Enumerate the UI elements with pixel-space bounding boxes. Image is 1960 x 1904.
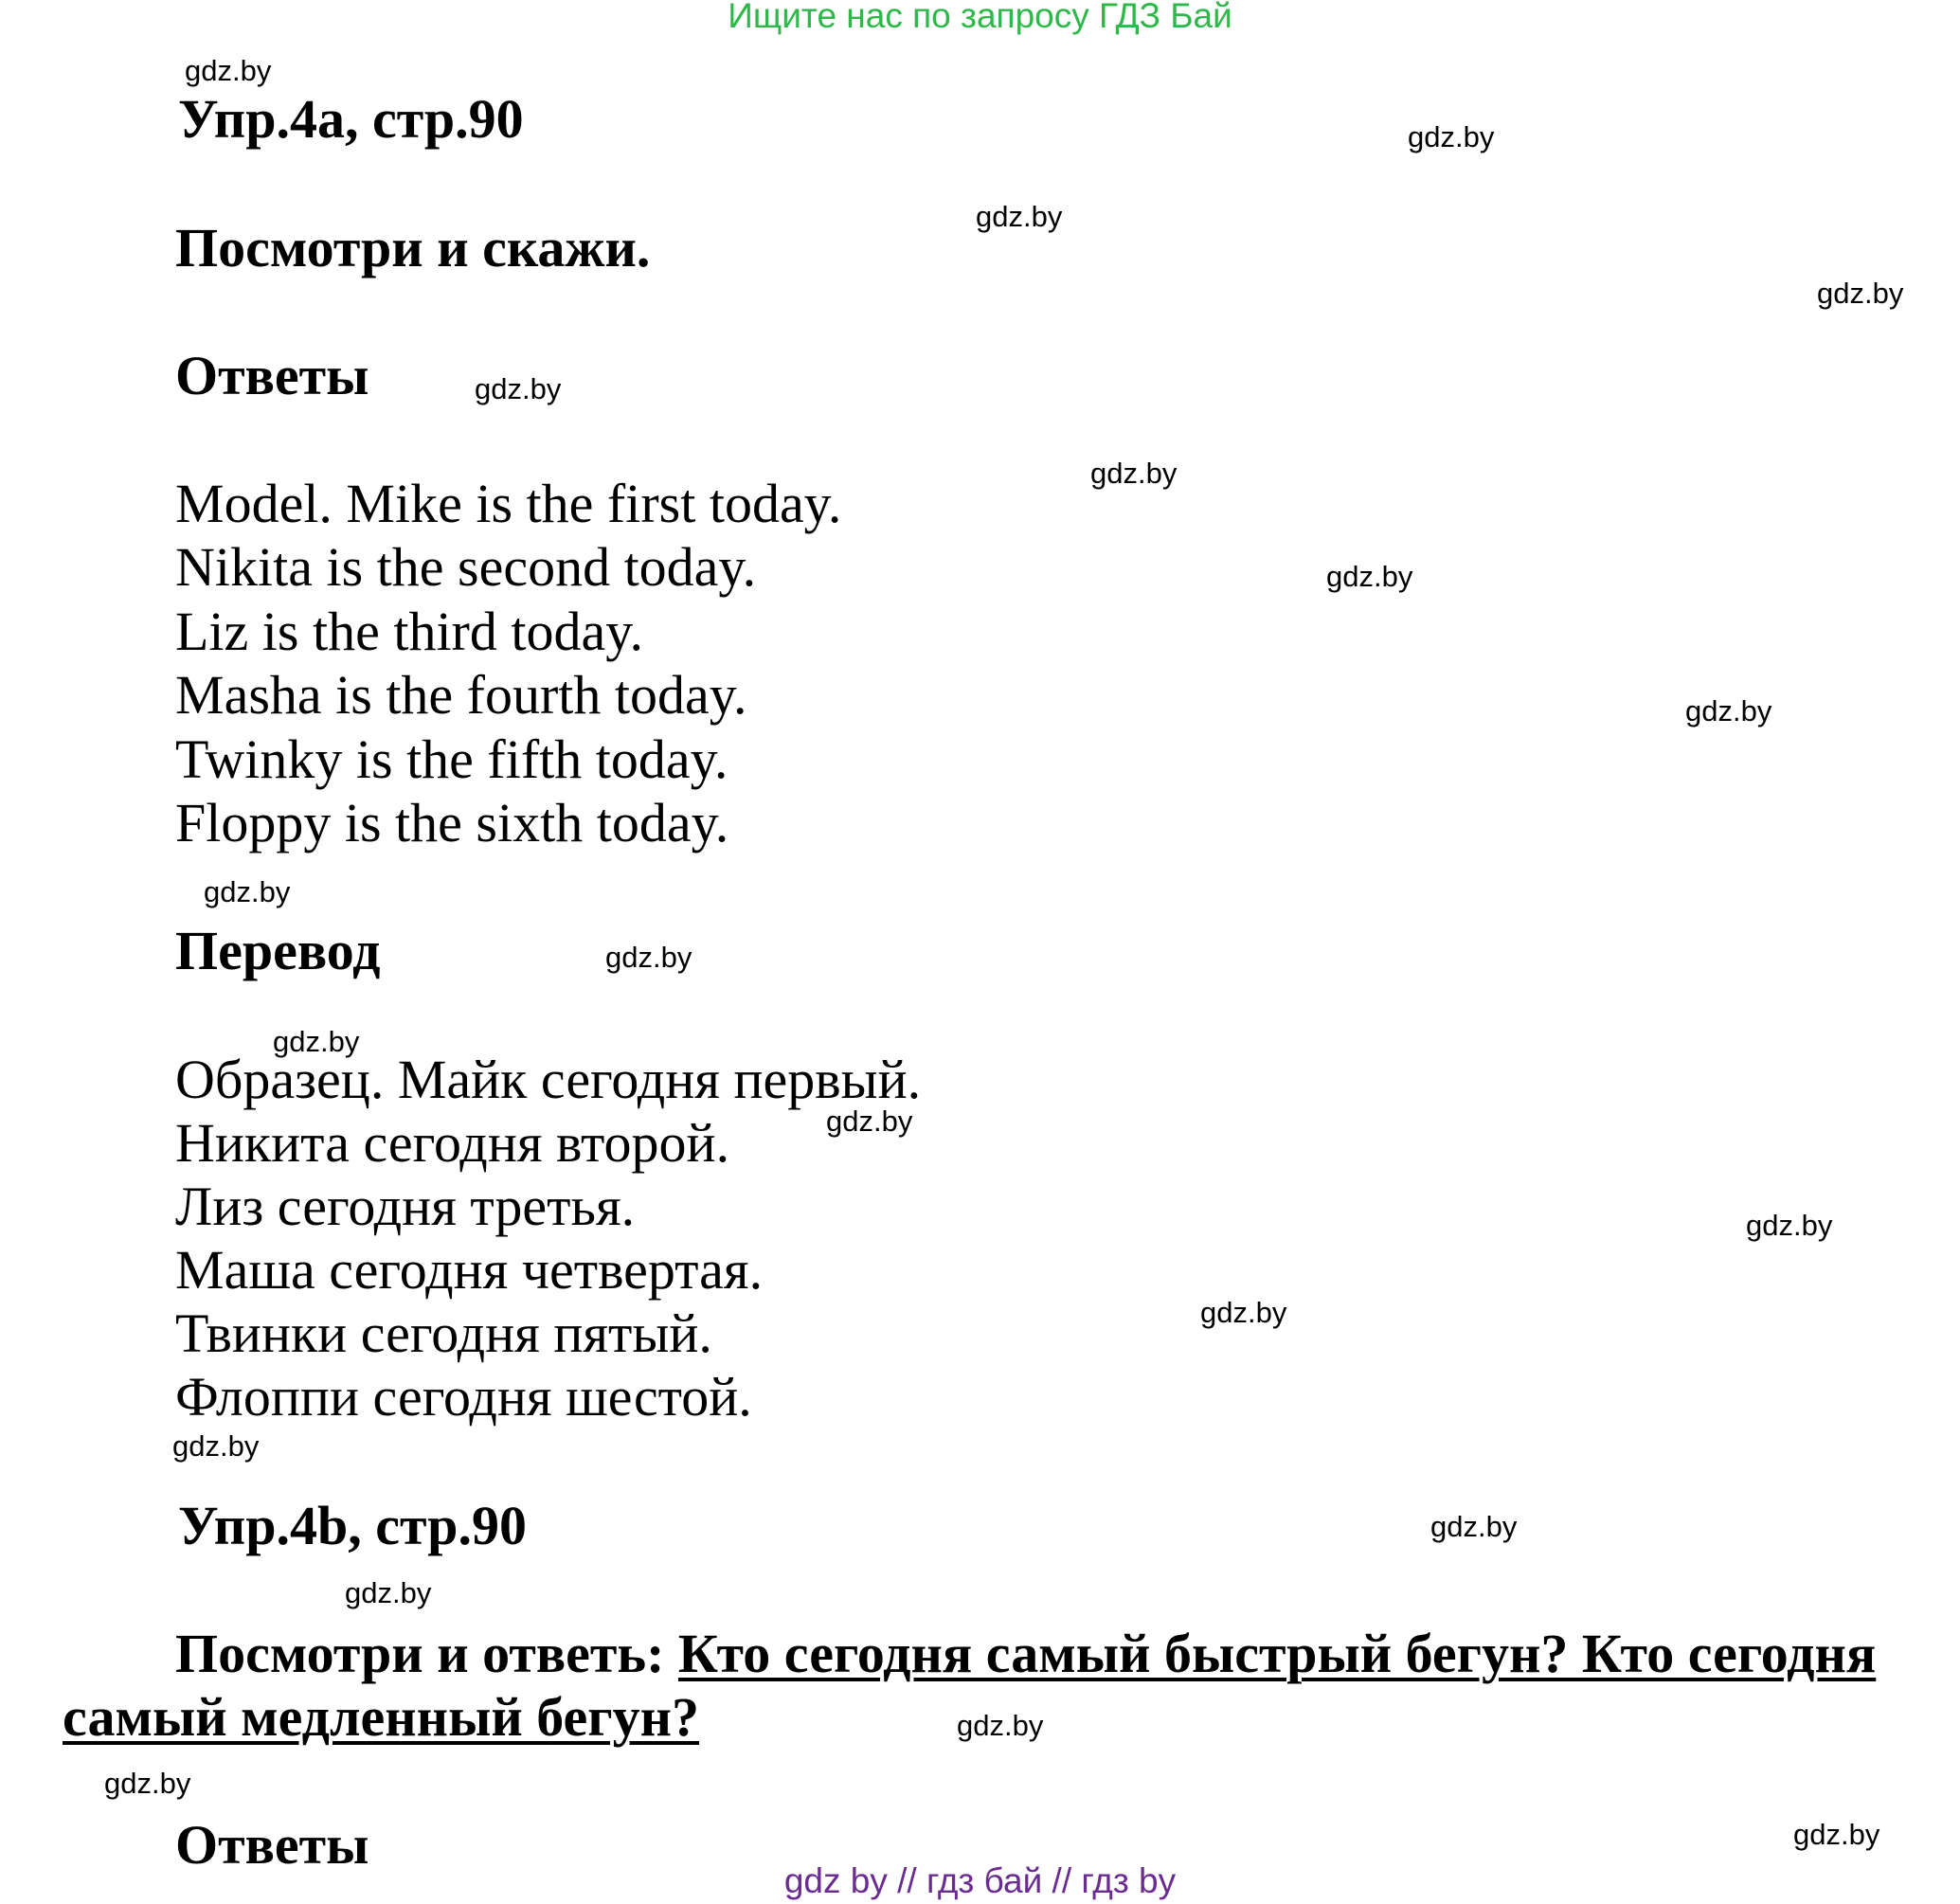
task-text: Посмотри и скажи. bbox=[175, 217, 651, 278]
footer-link-gdz-bai[interactable]: гдз бай bbox=[926, 1861, 1043, 1900]
answers-heading: Ответы bbox=[175, 1814, 369, 1876]
watermark: gdz.by bbox=[345, 1576, 432, 1609]
footer-links bbox=[0, 1861, 1960, 1901]
translation-line: Маша сегодня четвертая. bbox=[175, 1239, 764, 1301]
translation-line: Твинки сегодня пятый. bbox=[175, 1302, 712, 1364]
watermark: gdz.by bbox=[826, 1105, 913, 1138]
watermark: gdz.by bbox=[273, 1025, 360, 1058]
watermark: gdz.by bbox=[1408, 120, 1495, 153]
watermark: gdz.by bbox=[172, 1429, 260, 1463]
translation-line: Никита сегодня второй. bbox=[175, 1112, 730, 1174]
footer-link-gdz-by[interactable]: gdz by bbox=[783, 1861, 888, 1900]
task-question: Кто сегодня самый быстрый бегун? Кто сегодня bbox=[677, 1623, 1877, 1684]
task-text-continued bbox=[63, 1685, 699, 1749]
translation-line: Флоппи сегодня шестой. bbox=[175, 1366, 752, 1428]
watermark: gdz.by bbox=[185, 54, 272, 87]
task-text bbox=[175, 1622, 1876, 1685]
watermark: gdz.by bbox=[1200, 1296, 1287, 1329]
watermark: gdz.by bbox=[1746, 1209, 1833, 1242]
watermark: gdz.by bbox=[104, 1767, 191, 1800]
watermark: gdz.by bbox=[1326, 560, 1413, 593]
watermark: gdz.by bbox=[204, 875, 291, 908]
watermark: gdz.by bbox=[1817, 277, 1904, 310]
answer-line: Twinky is the fifth today. bbox=[175, 728, 728, 790]
translation-line: Лиз сегодня третья. bbox=[175, 1176, 636, 1237]
footer-link-gdz-by-cyr[interactable]: гдз by bbox=[1081, 1861, 1177, 1900]
watermark: gdz.by bbox=[1685, 694, 1772, 727]
answers-heading: Ответы bbox=[175, 345, 369, 406]
watermark: gdz.by bbox=[1090, 457, 1178, 490]
answer-line: Liz is the third today. bbox=[175, 601, 643, 662]
watermark: gdz.by bbox=[475, 372, 562, 405]
watermark: gdz.by bbox=[957, 1709, 1044, 1742]
answer-line: Floppy is the sixth today. bbox=[175, 792, 729, 853]
answer-line: Model. Mike is the first today. bbox=[175, 473, 842, 534]
task-question: самый медленный бегун? bbox=[63, 1686, 700, 1748]
exercise-title: Упр.4b, стр.90 bbox=[178, 1495, 527, 1556]
translation-heading: Перевод bbox=[175, 920, 381, 981]
watermark: gdz.by bbox=[605, 941, 692, 974]
exercise-title: Упр.4а, стр.90 bbox=[178, 88, 524, 150]
search-banner: Ищите нас по запросу ГДЗ Бай bbox=[728, 0, 1232, 35]
translation-line: Образец. Майк сегодня первый. bbox=[175, 1049, 922, 1110]
watermark: gdz.by bbox=[1793, 1818, 1880, 1851]
answer-line: Masha is the fourth today. bbox=[175, 664, 747, 726]
task-prefix: Посмотри и ответь: bbox=[175, 1623, 678, 1684]
footer-separator: // bbox=[887, 1861, 926, 1900]
footer-separator: // bbox=[1042, 1861, 1082, 1900]
watermark: gdz.by bbox=[976, 200, 1063, 233]
watermark: gdz.by bbox=[1430, 1510, 1518, 1543]
answer-line: Nikita is the second today. bbox=[175, 536, 757, 598]
